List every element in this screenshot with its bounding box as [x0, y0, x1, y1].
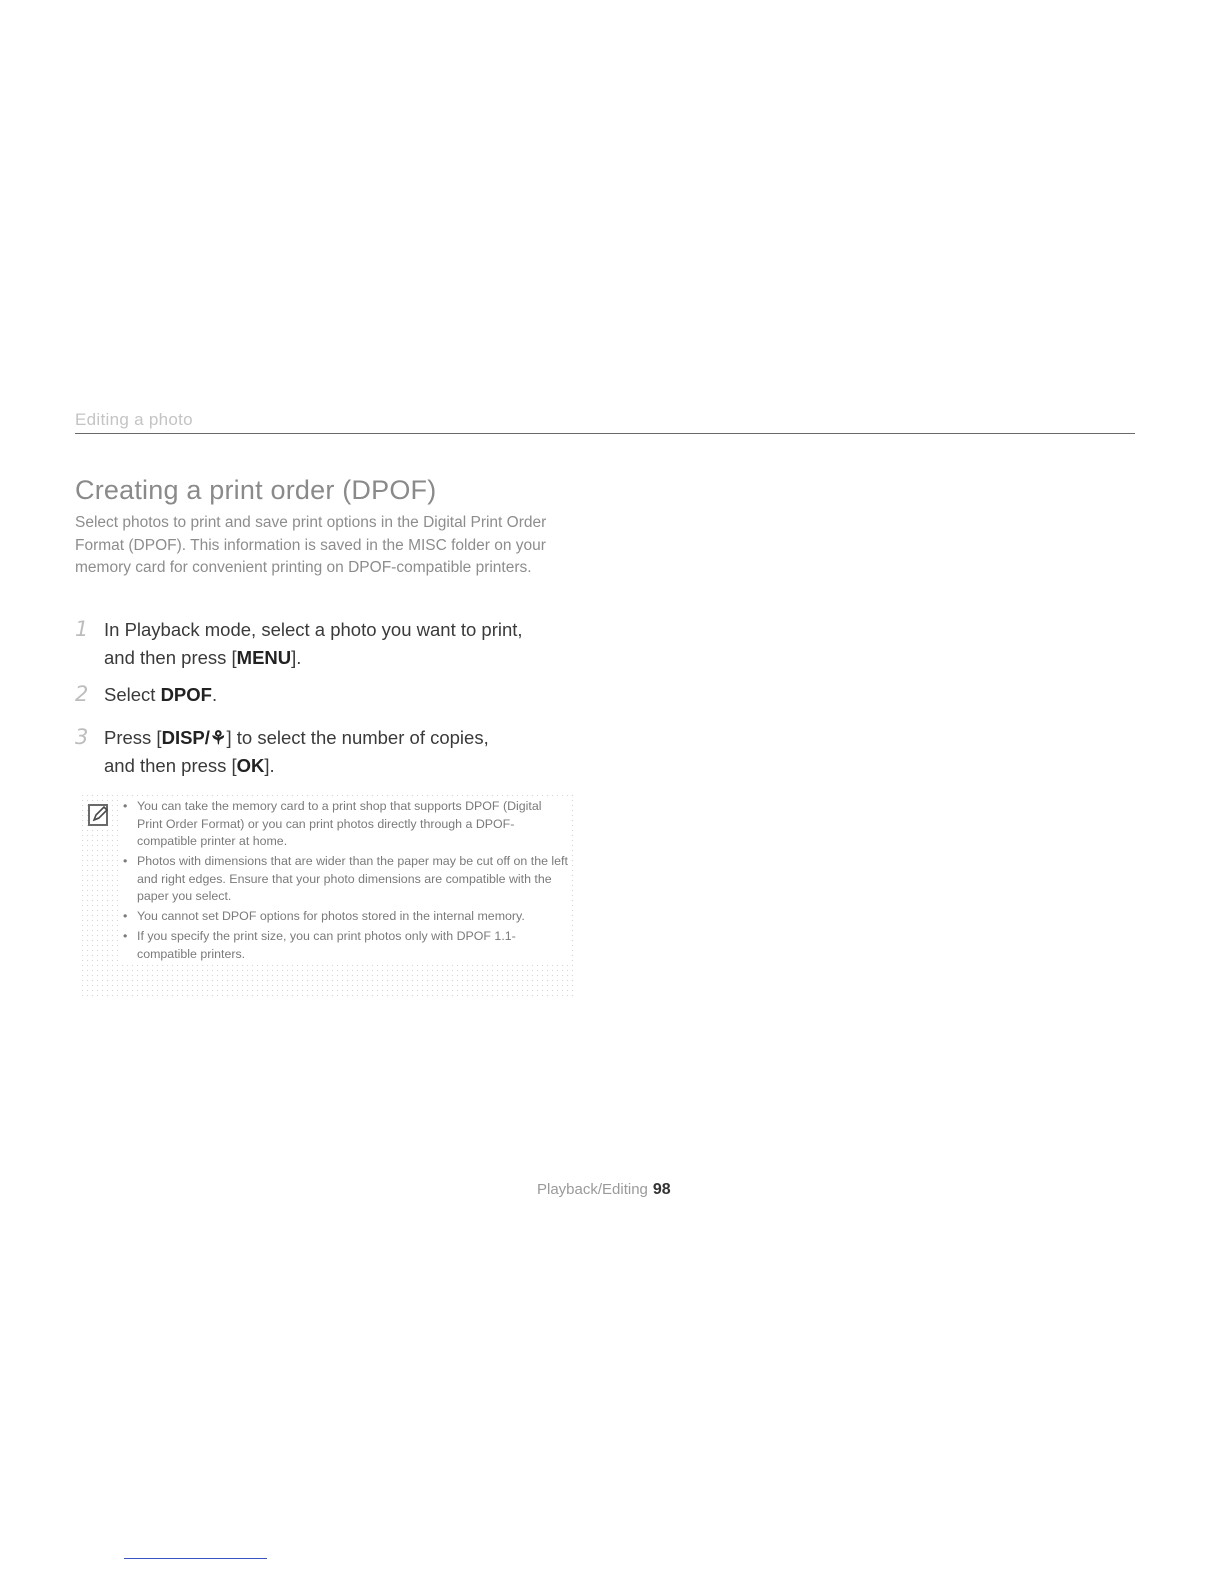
step-text — [104, 724, 555, 779]
bottom-divider-link[interactable] — [124, 1558, 267, 1559]
step-line-suffix: ]. — [291, 646, 302, 668]
page-footer — [537, 1181, 671, 1199]
step-number: 1 — [75, 617, 89, 641]
step-number: 3 — [75, 725, 89, 749]
disp-key-label: DISP/⚘ — [161, 727, 227, 748]
step-text — [104, 616, 555, 671]
step-number: 2 — [75, 682, 89, 706]
step-line-prefix: Press [ — [104, 727, 162, 748]
step-text-prefix: Select — [104, 684, 161, 705]
note-item: • Photos with dimensions that are wider than the paper may be cut off on the left and right edges. Ensure that your photo dimensions are compatible with the paper you select. — [120, 853, 570, 906]
section-label: Editing a photo — [75, 410, 193, 429]
note-item: • You cannot set DPOF options for photos stored in the internal memory. — [120, 908, 570, 926]
step-2 — [75, 681, 555, 709]
intro-paragraph: Select photos to print and save print options in the Digital Print Order Format (DPOF). This information is saved in the MISC folder on your memory card for convenient printing on DPOF-compatible printers. — [75, 514, 547, 576]
menu-key-label: MENU — [236, 646, 292, 668]
page-title: Creating a print order (DPOF) — [75, 475, 437, 505]
note-list — [120, 798, 570, 966]
note-item: • If you specify the print size, you can print photos only with DPOF 1.1-compatible printers. — [120, 928, 570, 963]
footer-section-label: Playback/Editing — [537, 1181, 648, 1198]
note-pencil-icon — [88, 803, 110, 827]
step-line-suffix: ]. — [264, 754, 275, 776]
ok-key-label: OK — [236, 754, 265, 776]
note-item: • You can take the memory card to a print shop that supports DPOF (Digital Print Order Format) or you can print photos directly through a DPOF-compatible printer at home. — [120, 798, 570, 851]
step-line-prefix: and then press [ — [104, 754, 237, 776]
step-line: In Playback mode, select a photo you want to print, — [104, 619, 523, 640]
step-text-suffix: . — [211, 684, 218, 705]
page-number: 98 — [652, 1181, 671, 1198]
dpof-option-label: DPOF — [160, 684, 212, 705]
step-3 — [75, 724, 555, 779]
step-1 — [75, 616, 555, 671]
step-line-suffix: ] to select the number of copies, — [226, 727, 489, 748]
step-text — [104, 681, 555, 709]
step-line-prefix: and then press [ — [104, 646, 237, 668]
header-divider — [75, 433, 1135, 434]
note-box — [80, 793, 575, 999]
